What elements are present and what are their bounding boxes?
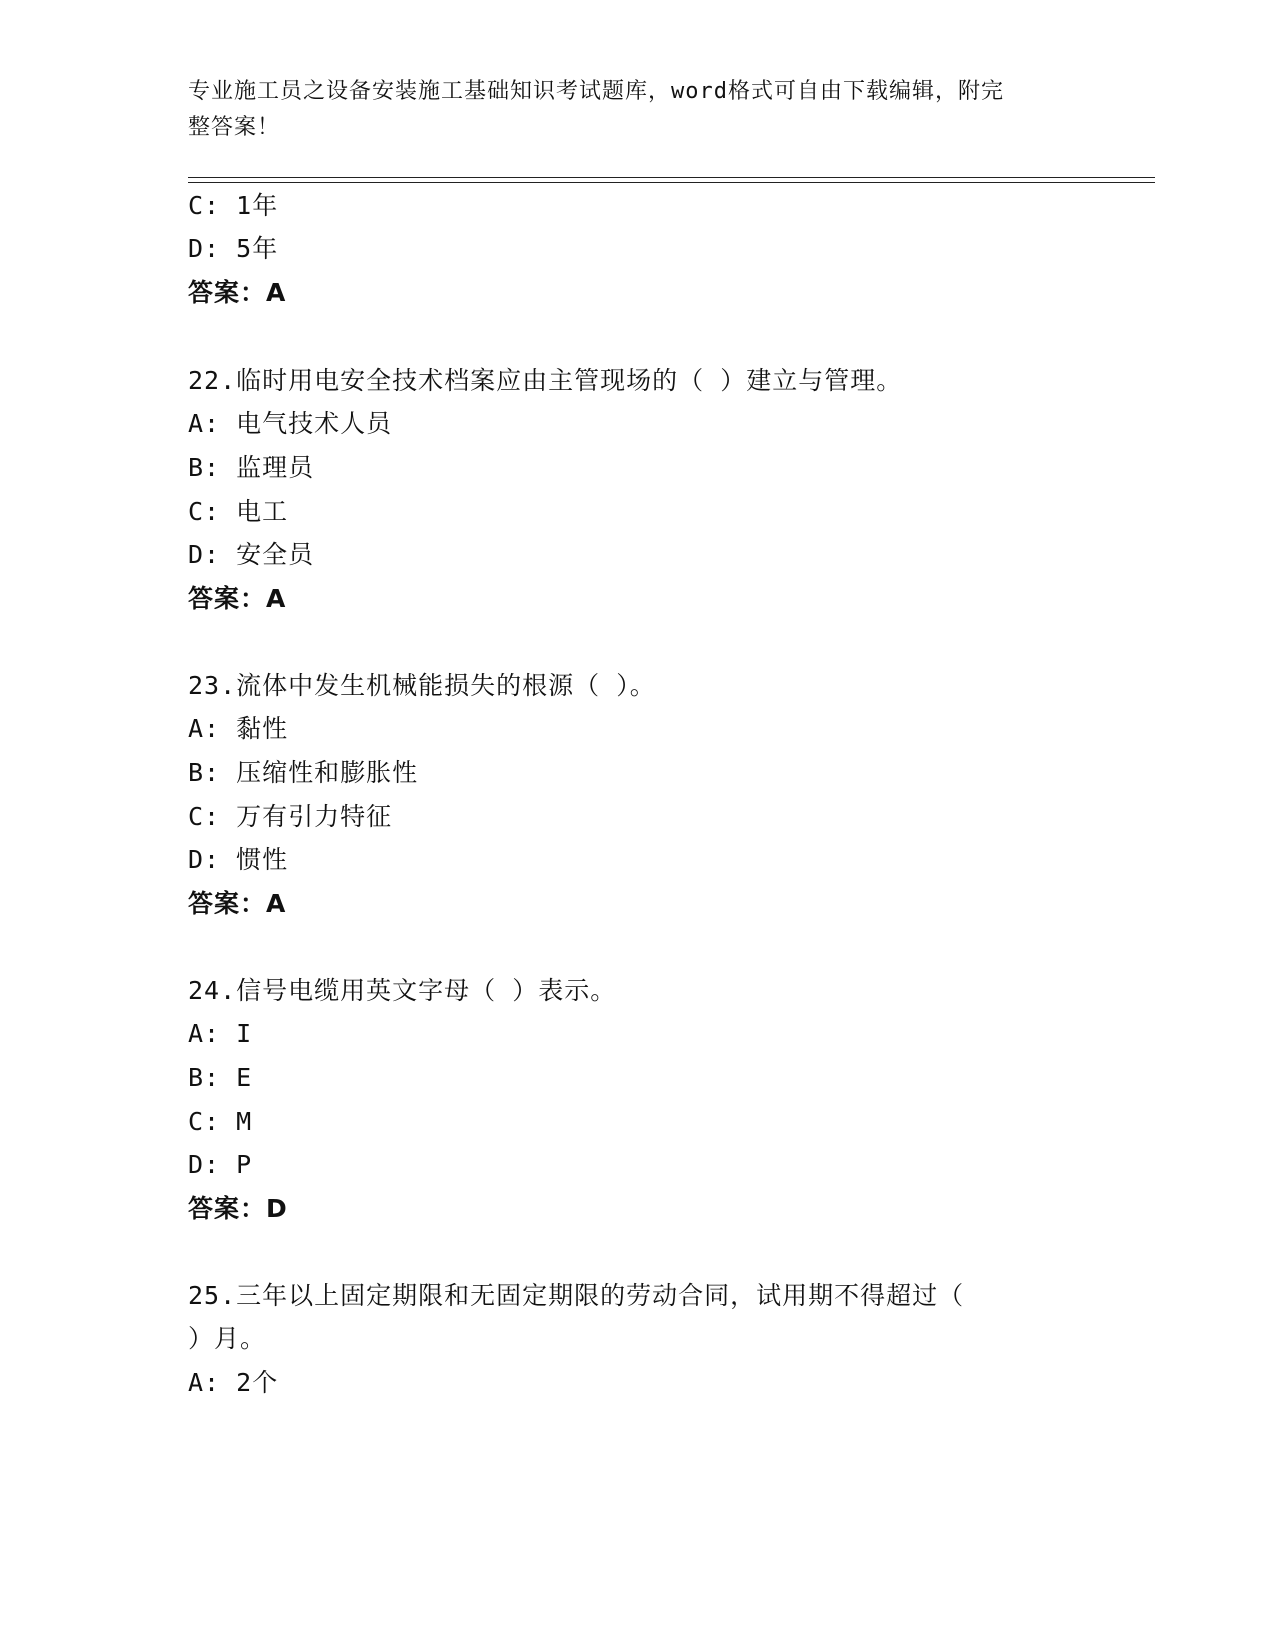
q23-option-d: D: 惯性 [188, 845, 289, 874]
q22-option-c: C: 电工 [188, 497, 289, 526]
q24-option-b: B: E [188, 1063, 253, 1092]
q25-option-a: A: 2个 [188, 1368, 279, 1397]
header-divider-top [188, 177, 1155, 178]
q22-stem: 22.临时用电安全技术档案应由主管现场的（ ）建立与管理。 [188, 366, 903, 395]
q24-option-a: A: I [188, 1019, 253, 1048]
header-title-line-2: 整答案！ [188, 115, 281, 140]
q23-answer: 答案：A [188, 889, 287, 918]
q23-option-c: C: 万有引力特征 [188, 802, 393, 831]
q21-option-c: C: 1年 [188, 191, 279, 220]
q21-answer: 答案：A [188, 278, 287, 307]
q24-answer: 答案：D [188, 1194, 288, 1223]
q22-option-d: D: 安全员 [188, 540, 315, 569]
q24-option-c: C: M [188, 1107, 253, 1136]
q24-stem: 24.信号电缆用英文字母（ ）表示。 [188, 976, 617, 1005]
q23-stem: 23.流体中发生机械能损失的根源（ ）。 [188, 671, 656, 700]
q22-answer: 答案：A [188, 584, 287, 613]
document-header [188, 74, 1088, 146]
q21-option-d: D: 5年 [188, 234, 279, 263]
q22-option-a: A: 电气技术人员 [188, 409, 393, 438]
header-divider-bottom [188, 182, 1155, 183]
q22-option-b: B: 监理员 [188, 453, 315, 482]
q23-option-a: A: 黏性 [188, 714, 289, 743]
q25-stem-line-2: ）月。 [188, 1324, 267, 1353]
q24-option-d: D: P [188, 1150, 253, 1179]
header-title-line-1: 专业施工员之设备安装施工基础知识考试题库，word格式可自由下载编辑，附完 [188, 79, 1004, 104]
q25-stem-line-1: 25.三年以上固定期限和无固定期限的劳动合同，试用期不得超过（ [188, 1281, 965, 1310]
q23-option-b: B: 压缩性和膨胀性 [188, 758, 419, 787]
